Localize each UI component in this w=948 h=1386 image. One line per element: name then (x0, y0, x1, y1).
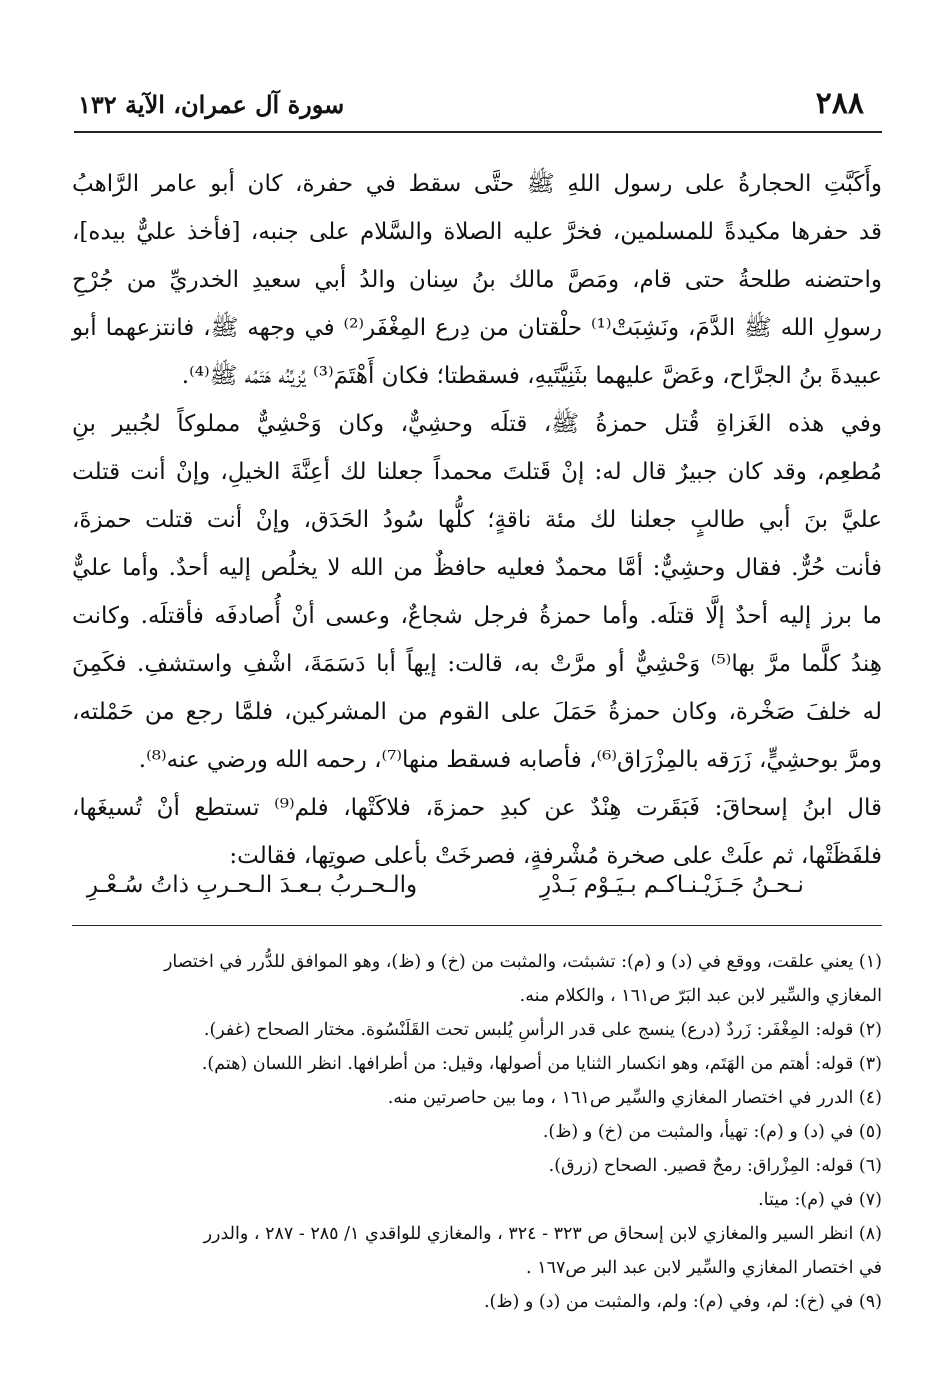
footnote-rule (72, 925, 882, 926)
text-line: له خلفَ صَخْرة، وكان حمزةُ حَمَلَ على القوم من المشركين، فلمَّا رجع من حَمْلته، (72, 699, 882, 725)
text-line: واحتضنه طلحةُ حتى قام، ومَصَّ مالك بنُ سِنان والدُ أبي سعيدِ الخدريِّ من جُرْحِ (72, 267, 882, 293)
text-line: ومرَّ بوحشِيٍّ، زَرَقه بالمِزْرَاق⁽⁶⁾، فأصابه فسقط منها⁽⁷⁾، رحمه الله ورضي عنه⁽⁸⁾. (138, 747, 882, 773)
verse-first-half: نـحـنُ جَـزَيْـنـاكـم بـيَـوْم بَـدْرِ (540, 872, 804, 898)
footnote-line: في اختصار المغازي والسِّير لابن عبد البر ص١٦٧ . (526, 1258, 882, 1278)
running-title: سورة آل عمران، الآية ١٣٢ (78, 90, 345, 119)
text-line: مُطعِم، وقد كان جبيرٌ قال له: إنْ قَتلتَ محمداً جعلنا لك أعِنَّةَ الخيلِ، وإنْ أنت قتلت (72, 459, 882, 485)
text-line: عليَّ بنَ أبي طالبٍ جعلنا لك مئة ناقةٍ؛ كلُّها سُودُ الحَدَق، وإنْ أنت قتلت حمزةَ، (72, 507, 882, 533)
text-line: ما برز إليه أحدٌ إلَّا قتلَه. وأما حمزةُ فرجل شجاعٌ، وعسى أنْ أُصادفَه فأقتلَه. وكانت (72, 603, 882, 629)
footnote-line: (٦) قوله: المِزْراق: رمحٌ قصير. الصحاح (زرق). (548, 1156, 882, 1176)
footnote-line: (٤) الدرر في اختصار المغازي والسِّير ص١٦١ ، وما بين حاصرتين منه. (387, 1088, 882, 1108)
verse-second-half: والـحـربُ بـعـدَ الـحـربِ ذاتُ سُـعْـرِ (86, 872, 418, 898)
footnote-line: (٨) انظر السير والمغازي لابن إسحاق ص ٣٢٣ - ٣٢٤ ، والمغازي للواقدي ١/ ٢٨٥ - ٢٨٧ ، والدرر (203, 1224, 882, 1244)
text-line: رسولِ الله ﷺ الدَّمَ، ونَشِبَتْ⁽¹⁾ حلْقتان من دِرع المِغْفَر⁽²⁾ في وجهه ﷺ، فانتزعهما أبو (72, 315, 882, 341)
text-line: فلفَظَتْها، ثم علَتْ على صخرة مُشْرفةٍ، فصرخَتْ بأعلى صوتِها، فقالت: (229, 843, 882, 869)
footnotes (72, 945, 882, 1319)
footnote-line: (٣) قوله: أهتم من الهَتَم، وهو انكسار الثنايا من أصولها، وقيل: من أطرافها. انظر اللسان (هتم). (201, 1054, 882, 1074)
text-line: فأنت حُرٌّ. فقال وحشِيٌّ: أمَّا محمدٌ فعليه حافظٌ من الله لا يخلُص إليه أحدٌ. وأما عليٌّ (72, 555, 882, 581)
footnote-line: (٩) في (خ): لم، وفي (م): ولم، والمثبت من (د) و (ظ). (483, 1292, 882, 1312)
page-number: ٢٨٨ (815, 86, 864, 121)
poem-verse (72, 860, 882, 910)
header-rule (74, 131, 882, 133)
footnote-line: (١) يعني علقت، ووقع في (د) و (م): تشبثت، والمثبت من (خ) و (ظ)، وهو الموافق للدُّرر في اختصار (163, 952, 882, 972)
footnote-line: المغازي والسِّير لابن عبد البَرّ ص١٦١ ، والكلام منه. (519, 986, 882, 1006)
text-line: وأَكَبَّتِ الحجارةُ على رسول اللهِ ﷺ حتَّى سقط في حفرة، كان أبو عامر الرَّاهبُ (72, 171, 882, 197)
text-line: وفي هذه الغَزاةِ قُتل حمزةُ ﷺ، قتلَه وحشِيٌّ، وكان وَحْشِيٌّ مملوكاً لجُبير بنِ (72, 411, 882, 437)
footnote-line: (٢) قوله: المِغْفَر: زَردٌ (درع) ينسج على قدر الرأسِ يُلبس تحت القَلَنْسُوة. مختار الصحاح (غفر). (203, 1020, 882, 1040)
text-line: عبيدةَ بنُ الجرَّاح، وعَضَّ عليهما بثَنِيَّتَيهِ، فسقطتا؛ فكان أَهْتَمَ⁽³⁾ يُزيِّنُه هَتَمُه ﷺ⁽⁴⁾. (181, 363, 882, 389)
page-header (70, 86, 882, 126)
text-line: قد حفرها مكيدةً للمسلمين، فخرَّ عليه الصلاة والسَّلام على جنبه، [فأخذ عليٌّ بيده]، (72, 219, 882, 245)
main-text (72, 160, 882, 880)
footnote-line: (٥) في (د) و (م): تهيأ، والمثبت من (خ) و (ظ). (542, 1122, 882, 1142)
text-line: هِندُ كلَّما مرَّ بها⁽⁵⁾ وَحْشِيٌّ أو مرَّتْ به، قالت: إيهاً أبا دَسَمَةَ، اشْفِ واستشفِ. فكَمِنَ (72, 651, 882, 677)
footnote-line: (٧) في (م): ميتا. (758, 1190, 882, 1210)
text-line: قال ابنُ إسحاقَ: فَبَقَرت هِنْدٌ عن كبدِ حمزةَ، فلاكَتْها، فلم⁽⁹⁾ تستطع أنْ تُسيغَها، (72, 795, 882, 821)
